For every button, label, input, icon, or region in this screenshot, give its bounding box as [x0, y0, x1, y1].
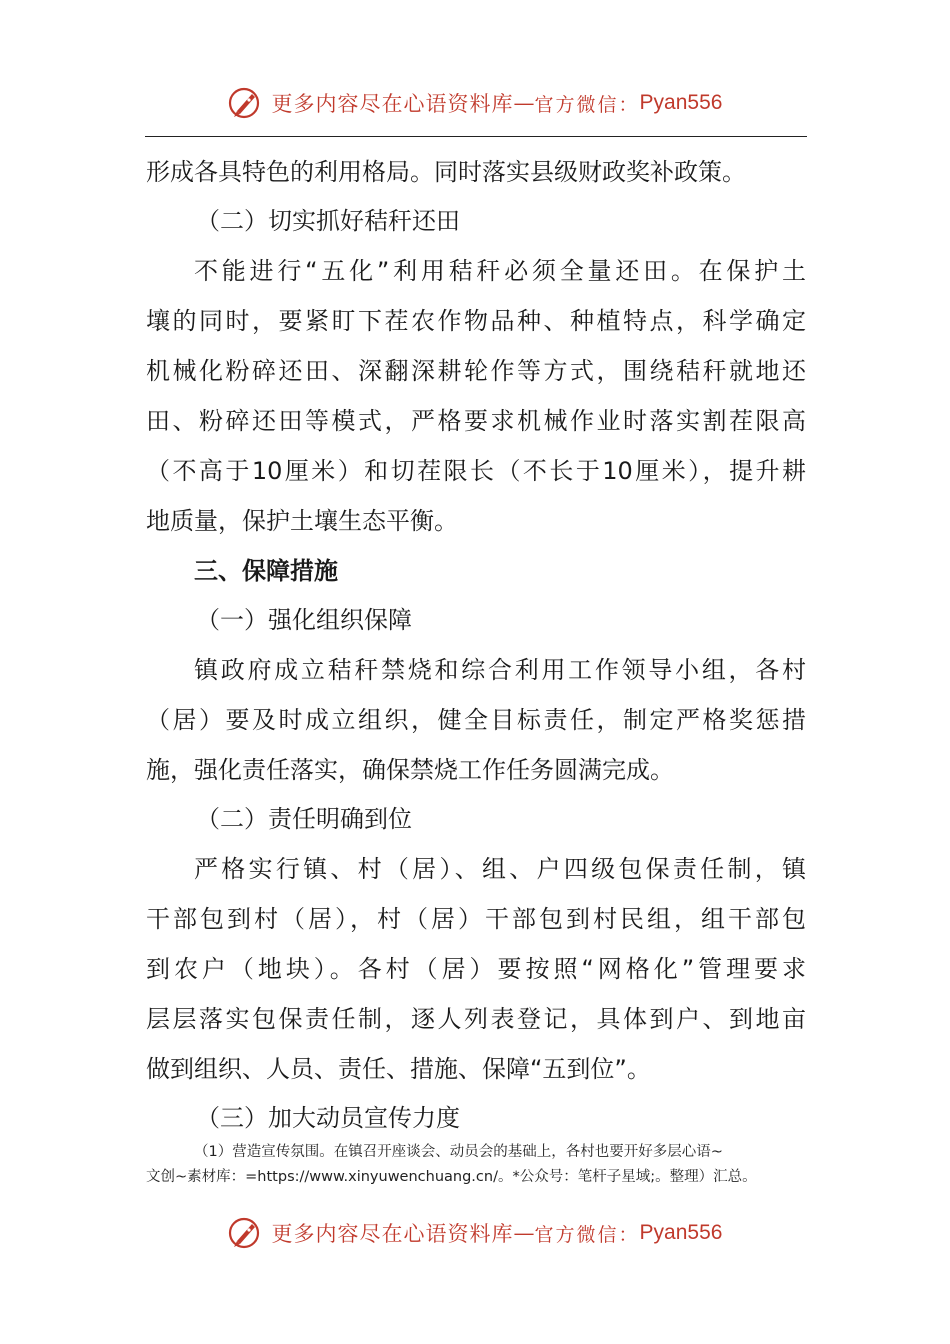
paragraph-line: 地质量，保护土壤生态平衡。 [146, 507, 458, 535]
footer-wechat-label: 官方微信： [534, 1223, 640, 1246]
header-brand-text: 更多内容尽在心语资料库 [271, 92, 514, 116]
header-watermark [0, 86, 950, 120]
paragraph-line: 形成各具特色的利用格局。同时落实县级财政奖补政策。 [146, 158, 746, 186]
paragraph-line: 壤的同时，要紧盯下茬农作物品种、种植特点，科学确定 [146, 307, 806, 335]
paragraph-line: 施，强化责任落实，确保禁烧工作任务圆满完成。 [146, 756, 674, 784]
paragraph-line: （居）要及时成立组织，健全目标责任，制定严格奖惩措 [146, 706, 806, 734]
paragraph-line: 不能进行“五化”利用秸秆必须全量还田。在保护土 [194, 257, 806, 285]
paragraph-line: 层层落实包保责任制，逐人列表登记，具体到户、到地亩 [146, 1005, 806, 1033]
paragraph-line: 田、粉碎还田等模式，严格要求机械作业时落实割茬限高 [146, 407, 806, 435]
paragraph-line: 机械化粉碎还田、深翻深耕轮作等方式，围绕秸秆就地还 [146, 357, 806, 385]
subheading-organization: （一）强化组织保障 [196, 606, 412, 634]
footer-brand-text: 更多内容尽在心语资料库 [271, 1222, 514, 1246]
subheading-responsibility: （二）责任明确到位 [196, 805, 412, 833]
footer-wechat-id: Pyan556 [639, 1221, 723, 1244]
footer-brand-separator: — [513, 1221, 535, 1245]
header-wechat-label: 官方微信： [534, 93, 640, 116]
paragraph-line: 到农户（地块）。各村（居）要按照“网格化”管理要求 [146, 955, 806, 983]
section-heading-safeguards: 三、保障措施 [194, 557, 338, 585]
header-wechat-id: Pyan556 [639, 91, 723, 114]
pen-nib-logo-icon [228, 86, 262, 120]
header-divider [145, 136, 807, 137]
footnote-line: （1）营造宣传氛围。在镇召开座谈会、动员会的基础上，各村也要开好多层心语~ [194, 1144, 723, 1160]
header-brand-separator: — [513, 91, 535, 115]
paragraph-line: 镇政府成立秸秆禁烧和综合利用工作领导小组，各村 [194, 656, 806, 684]
pen-nib-logo-icon [228, 1216, 262, 1250]
paragraph-line: （不高于10厘米）和切茬限长（不长于10厘米），提升耕 [146, 457, 806, 485]
paragraph-line: 做到组织、人员、责任、措施、保障“五到位”。 [146, 1055, 651, 1083]
footnote-line: 文创~素材库：=https://www.xinyuwenchuang.cn/。*公众号：笔杆子星域;。整理）汇总。 [146, 1169, 757, 1185]
paragraph-line: 干部包到村（居），村（居）干部包到村民组，组干部包 [146, 905, 806, 933]
paragraph-line: 严格实行镇、村（居）、组、户四级包保责任制，镇 [194, 855, 806, 883]
subheading-publicity: （三）加大动员宣传力度 [196, 1104, 460, 1132]
footer-watermark [0, 1216, 950, 1250]
subheading-straw-return: （二）切实抓好秸秆还田 [196, 207, 460, 235]
